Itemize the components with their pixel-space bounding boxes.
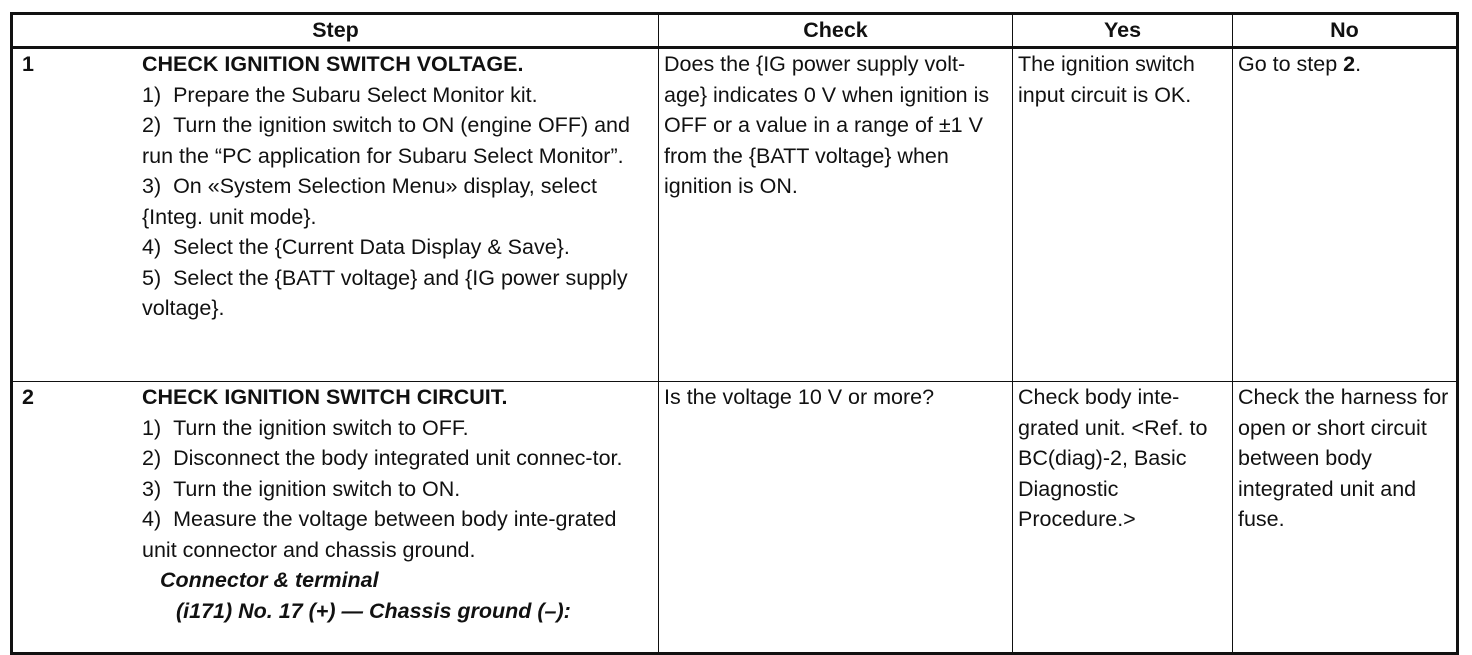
substep	[142, 474, 650, 505]
header-no: No	[1233, 14, 1458, 48]
substep	[142, 263, 650, 324]
substep	[142, 171, 650, 232]
step-number: 1	[22, 52, 34, 76]
substep	[142, 443, 650, 474]
substep	[142, 504, 650, 565]
diagnostic-table	[10, 12, 1459, 655]
substep-text: Disconnect the body integrated unit connec-tor.	[173, 446, 623, 470]
yes-cell: Check body inte-grated unit. <Ref. to BC(diag)-2, Basic Diagnostic Procedure.>	[1013, 382, 1233, 654]
no-prefix: Go to step	[1238, 52, 1344, 76]
step-cell	[12, 382, 659, 654]
table-header-row	[12, 14, 1458, 48]
substep-number: 1)	[142, 415, 162, 440]
substep-number: 1)	[142, 82, 162, 107]
diagnostic-procedure-sheet	[10, 12, 1456, 655]
no-cell	[1233, 48, 1458, 382]
substep-number: 2)	[142, 113, 162, 137]
substep-number: 2)	[142, 446, 162, 470]
substep-text: Select the {Current Data Display & Save}.	[173, 235, 570, 259]
substep-text: Prepare the Subaru Select Monitor kit.	[173, 82, 538, 107]
substep-number: 4)	[142, 507, 162, 531]
check-cell: Does the {IG power supply volt-age} indicates 0 V when ignition is OFF or a value in a range of ±1 V from the {BATT voltage} when ignition is ON.	[659, 48, 1013, 382]
no-step-reference: 2	[1343, 52, 1356, 76]
substep-text: On «System Selection Menu» display, select {Integ. unit mode}.	[142, 174, 597, 229]
substep-text: Measure the voltage between body inte-grated unit connector and chassis ground.	[142, 507, 617, 562]
header-yes: Yes	[1013, 14, 1233, 48]
step-number: 2	[22, 385, 34, 409]
yes-cell: The ignition switch input circuit is OK.	[1013, 48, 1233, 382]
table-row	[12, 48, 1458, 382]
substep-text: Turn the ignition switch to OFF.	[173, 415, 469, 440]
substep-number: 5)	[142, 265, 162, 290]
step-cell	[12, 48, 659, 382]
check-cell: Is the voltage 10 V or more?	[659, 382, 1013, 654]
table-row	[12, 382, 1458, 654]
substep-text: Select the {BATT voltage} and {IG power supply voltage}.	[142, 265, 628, 320]
substep	[142, 80, 650, 111]
no-suffix: .	[1355, 52, 1362, 76]
step-title: CHECK IGNITION SWITCH VOLTAGE.	[142, 52, 524, 76]
header-step: Step	[12, 14, 659, 48]
substep-number: 4)	[142, 235, 162, 259]
substep-text: Turn the ignition switch to ON (engine OFF) and run the “PC application for Subaru Select Monitor”.	[142, 113, 630, 168]
substep	[142, 110, 650, 171]
no-cell: Check the harness for open or short circuit between body integrated unit and fuse.	[1233, 382, 1458, 654]
step-title: CHECK IGNITION SWITCH CIRCUIT.	[142, 385, 508, 409]
substep	[142, 232, 650, 263]
substep-number: 3)	[142, 476, 162, 501]
substep-text: Turn the ignition switch to ON.	[173, 476, 461, 501]
connector-terminal-value: (i171) No. 17 (+) — Chassis ground (–):	[176, 598, 571, 623]
substep-number: 3)	[142, 174, 162, 198]
header-check: Check	[659, 14, 1013, 48]
connector-terminal-label: Connector & terminal	[160, 568, 379, 592]
substep	[142, 413, 650, 444]
